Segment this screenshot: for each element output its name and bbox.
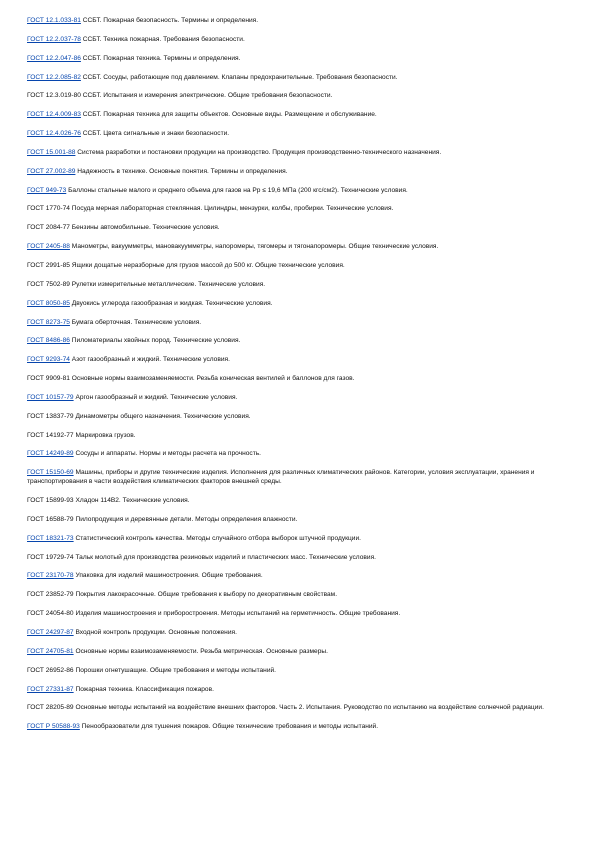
standard-code-link[interactable]: ГОСТ 12.2.085-82 xyxy=(27,73,81,81)
standard-title: Пилопродукция и деревянные детали. Методы определения влажности. xyxy=(75,515,298,523)
standard-title: Пенообразователи для тушения пожаров. Общие технические требования и методы испытаний. xyxy=(81,723,379,731)
document-page xyxy=(27,16,572,741)
standard-entry xyxy=(27,666,572,675)
standard-entry xyxy=(27,16,572,25)
standard-title: Посуда мерная лабораторная стеклянная. Цилиндры, мензурки, колбы, пробирки. Технические условия. xyxy=(71,205,394,213)
standard-code: ГОСТ 12.3.019-80 xyxy=(27,92,81,100)
standard-code: ГОСТ 24054-80 xyxy=(27,610,74,618)
standard-code-link[interactable]: ГОСТ 949-73 xyxy=(27,186,67,194)
standard-code: ГОСТ 7502-89 xyxy=(27,280,70,288)
standard-entry xyxy=(27,374,572,383)
standard-code-link[interactable]: ГОСТ 12.4.026-76 xyxy=(27,130,81,138)
standard-entry xyxy=(27,431,572,440)
standard-code-link[interactable]: ГОСТ 10157-79 xyxy=(27,393,74,401)
standard-title: ССБТ. Испытания и измерения электрические. Общие требования безопасности. xyxy=(82,92,333,100)
standard-entry xyxy=(27,534,572,543)
standard-entry xyxy=(27,722,572,731)
standard-code-link[interactable]: ГОСТ 8486-86 xyxy=(27,337,70,345)
standard-title: ССБТ. Пожарная техника для защиты объектов. Основные виды. Размещение и обслуживание. xyxy=(82,111,377,119)
standard-code: ГОСТ 13837-79 xyxy=(27,412,74,420)
standard-entry xyxy=(27,318,572,327)
standard-code-link[interactable]: ГОСТ 8273-75 xyxy=(27,318,70,326)
standard-code: ГОСТ 19729-74 xyxy=(27,553,74,561)
standard-entry xyxy=(27,449,572,458)
standard-code-link[interactable]: ГОСТ 27331-87 xyxy=(27,685,74,693)
standard-title: Упаковка для изделий машиностроения. Общие требования. xyxy=(75,572,263,580)
standard-title: Статистический контроль качества. Методы случайного отбора выборок штучной продукции. xyxy=(75,534,361,542)
standard-title: Порошки огнетушащие. Общие требования и методы испытаний. xyxy=(75,666,277,674)
standard-title: Азот газообразный и жидкий. Технические условия. xyxy=(71,356,230,364)
standard-code-link[interactable]: ГОСТ 12.2.037-78 xyxy=(27,35,81,43)
standard-entry xyxy=(27,167,572,176)
standard-title: Машины, приборы и другие технические изделия. Исполнения для различных климатических районов. Категории, условия эксплуатации, хранения и транспортирования в части воздействия климатических факторов внешней среды. xyxy=(27,469,535,486)
standard-title: Основные нормы взаимозаменяемости. Резьба метрическая. Основные размеры. xyxy=(75,647,328,655)
standard-code-link[interactable]: ГОСТ 14249-89 xyxy=(27,450,74,458)
standard-title: ССБТ. Техника пожарная. Требования безопасности. xyxy=(82,35,245,43)
standard-title: ССБТ. Сосуды, работающие под давлением. Клапаны предохранительные. Требования безопасности. xyxy=(82,73,398,81)
standard-title: Покрытия лакокрасочные. Общие требования к выбору по декоративным свойствам. xyxy=(75,591,338,599)
standard-entry xyxy=(27,129,572,138)
standard-entry xyxy=(27,468,572,486)
standard-entry xyxy=(27,223,572,232)
standard-entry xyxy=(27,590,572,599)
standard-entry xyxy=(27,496,572,505)
standard-title: Основные методы испытаний на воздействие внешних факторов. Часть 2. Испытания. Руководство по испытанию на воздействие солнечной радиации. xyxy=(75,704,544,712)
standard-title: Входной контроль продукции. Основные положения. xyxy=(75,629,237,636)
standard-code-link[interactable]: ГОСТ 18321-73 xyxy=(27,534,74,542)
standard-entry xyxy=(27,54,572,63)
standard-code: ГОСТ 28205-89 xyxy=(27,704,74,712)
standard-entry xyxy=(27,355,572,364)
standard-code-link[interactable]: ГОСТ 12.4.009-83 xyxy=(27,111,81,119)
standard-entry xyxy=(27,110,572,119)
standard-title: ССБТ. Пожарная техника. Термины и определения. xyxy=(82,54,241,62)
standard-code: ГОСТ 1770-74 xyxy=(27,205,70,213)
standard-entry xyxy=(27,703,572,712)
standard-title: Маркировка грузов. xyxy=(75,431,136,439)
standard-title: Аргон газообразный и жидкий. Технические условия. xyxy=(75,393,238,401)
standard-code: ГОСТ 26952-86 xyxy=(27,666,74,674)
standard-code-link[interactable]: ГОСТ 12.2.047-86 xyxy=(27,54,81,62)
standard-code-link[interactable]: ГОСТ 12.1.033-81 xyxy=(27,17,81,24)
standard-code: ГОСТ 16588-79 xyxy=(27,515,74,523)
standard-title: Основные нормы взаимозаменяемости. Резьба коническая вентилей и баллонов для газов. xyxy=(71,375,355,383)
standard-code-link[interactable]: ГОСТ 15150-69 xyxy=(27,469,74,477)
standard-entry xyxy=(27,336,572,345)
standard-entry xyxy=(27,299,572,308)
standard-title: Надежность в технике. Основные понятия. Термины и определения. xyxy=(77,167,288,175)
standard-entry xyxy=(27,35,572,44)
standard-title: Манометры, вакуумметры, мановакуумметры, напоромеры, тягомеры и тягонапоромеры. Общие технические условия. xyxy=(71,243,439,251)
standard-code: ГОСТ 23852-79 xyxy=(27,591,74,599)
standard-code: ГОСТ 9909-81 xyxy=(27,375,70,383)
standard-code: ГОСТ 14192-77 xyxy=(27,431,74,439)
standard-code-link[interactable]: ГОСТ 9293-74 xyxy=(27,356,70,364)
standard-code-link[interactable]: ГОСТ 15.001-88 xyxy=(27,148,76,156)
standard-title: Динамометры общего назначения. Технические условия. xyxy=(75,412,251,420)
standard-entry xyxy=(27,685,572,694)
standard-code: ГОСТ 2084-77 xyxy=(27,224,70,232)
standard-code: ГОСТ 15899-93 xyxy=(27,497,74,505)
standard-title: Сосуды и аппараты. Нормы и методы расчета на прочность. xyxy=(75,450,261,458)
standard-title: Двуокись углерода газообразная и жидкая. Технические условия. xyxy=(71,299,273,307)
standard-entry xyxy=(27,280,572,289)
standard-entry xyxy=(27,186,572,195)
standard-code-link[interactable]: ГОСТ 24297-87 xyxy=(27,629,74,636)
standard-code-link[interactable]: ГОСТ 2405-88 xyxy=(27,243,70,251)
standard-code-link[interactable]: ГОСТ 27.002-89 xyxy=(27,167,76,175)
standard-entry xyxy=(27,242,572,251)
standard-title: Система разработки и постановки продукции на производство. Продукция производственно-технического назначения. xyxy=(77,148,442,156)
standard-title: Рулетки измерительные металлические. Технические условия. xyxy=(71,280,266,288)
standard-entry xyxy=(27,412,572,421)
standard-title: Тальк молотый для производства резиновых изделий и пластических масс. Технические условия. xyxy=(75,553,376,561)
standard-title: Ящики дощатые неразборные для грузов массой до 500 кг. Общие технические условия. xyxy=(71,261,345,269)
standard-entry xyxy=(27,571,572,580)
standard-title: Бензины автомобильные. Технические условия. xyxy=(71,224,220,232)
standard-code-link[interactable]: ГОСТ Р 50588-93 xyxy=(27,723,80,731)
standard-entry xyxy=(27,148,572,157)
standard-entry xyxy=(27,609,572,618)
standard-title: Бумага оберточная. Технические условия. xyxy=(71,318,202,326)
standard-entry xyxy=(27,91,572,100)
standard-entry xyxy=(27,393,572,402)
standard-code-link[interactable]: ГОСТ 8050-85 xyxy=(27,299,70,307)
standard-entry xyxy=(27,628,572,637)
standard-entry xyxy=(27,261,572,270)
standard-entry xyxy=(27,553,572,562)
standard-title: ССБТ. Цвета сигнальные и знаки безопасности. xyxy=(82,130,230,138)
standard-entry xyxy=(27,73,572,82)
standard-code-link[interactable]: ГОСТ 23170-78 xyxy=(27,572,74,580)
standard-entry xyxy=(27,515,572,524)
standard-title: Хладон 114В2. Технические условия. xyxy=(75,497,190,505)
standard-entry xyxy=(27,647,572,656)
standard-code: ГОСТ 2991-85 xyxy=(27,261,70,269)
standard-title: Пожарная техника. Классификация пожаров. xyxy=(75,685,214,693)
standard-title: ССБТ. Пожарная безопасность. Термины и определения. xyxy=(82,17,259,24)
standard-title: Пиломатериалы хвойных пород. Технические условия. xyxy=(71,337,241,345)
standard-code-link[interactable]: ГОСТ 24705-81 xyxy=(27,647,74,655)
standard-entry xyxy=(27,204,572,213)
standard-title: Баллоны стальные малого и среднего объема для газов на Pp ≤ 19,6 МПа (200 кгс/см2). Технические условия. xyxy=(68,186,408,194)
standard-title: Изделия машиностроения и приборостроения. Методы испытаний на герметичность. Общие требования. xyxy=(75,610,401,618)
